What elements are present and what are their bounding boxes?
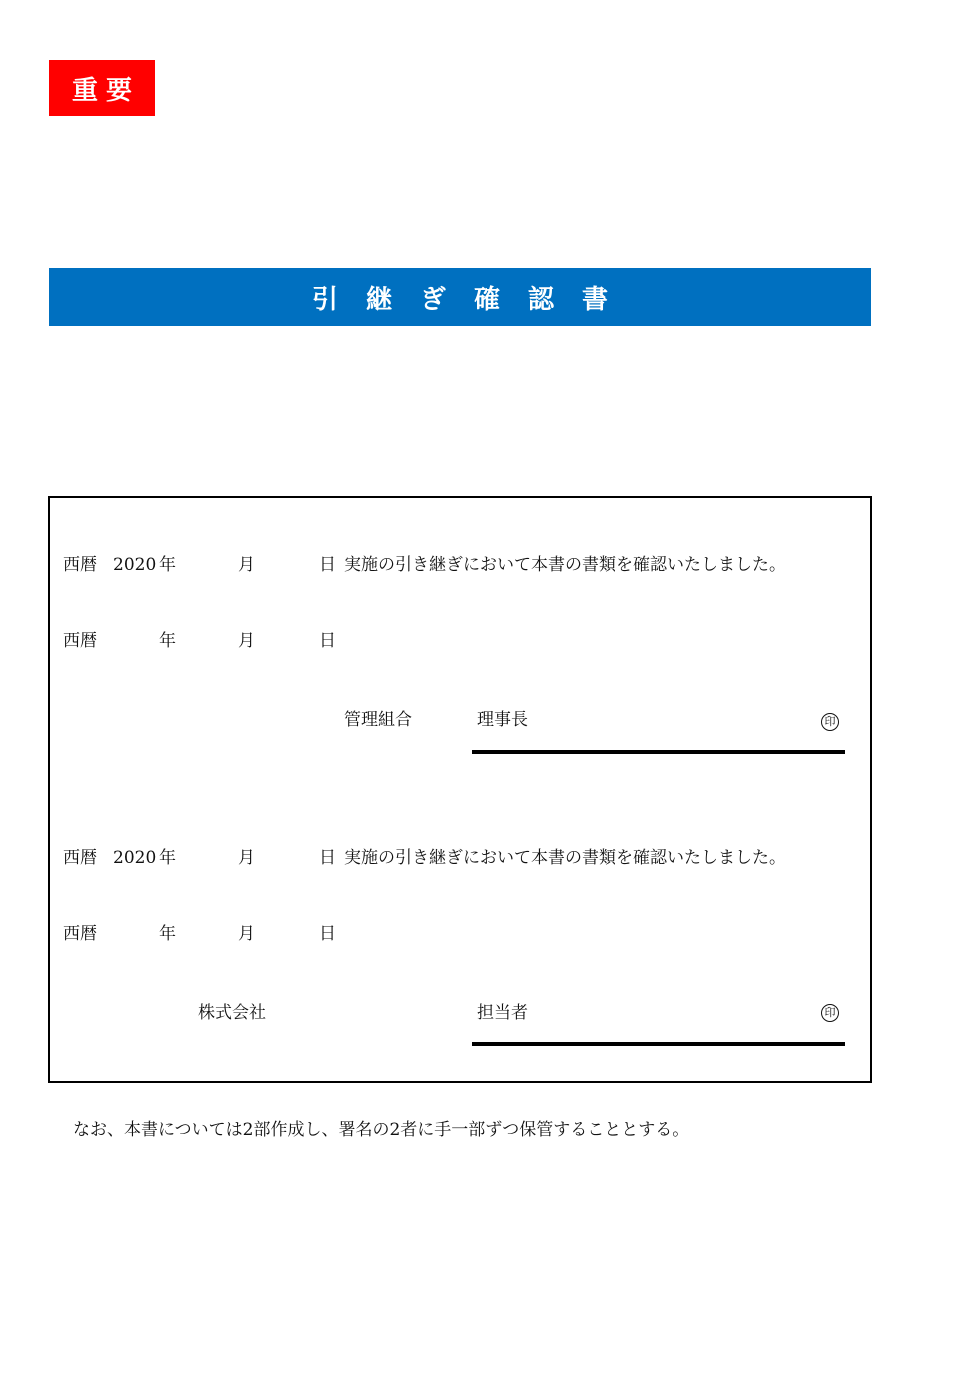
document-title-bar [49,268,871,326]
block2-seal-mark: 印 [821,1004,839,1022]
block2-row2-day-unit: 日 [319,924,336,944]
confirmation-frame [48,496,872,1083]
block1-statement: 実施の引き継ぎにおいて本書の書類を確認いたしました。 [344,555,786,575]
block2-row2-year-unit: 年 [159,924,176,944]
block2-row1-month-unit: 月 [238,848,255,868]
block1-row2-day-unit: 日 [319,631,336,651]
important-badge-label: 重要 [71,75,140,106]
document-title: 引継ぎ確認書 [311,284,636,315]
block1-row2-era: 西暦 [63,631,97,651]
block1-signature-line [472,750,845,754]
block2-statement: 実施の引き継ぎにおいて本書の書類を確認いたしました。 [344,848,786,868]
block1-seal-mark: 印 [821,713,839,731]
block2-row1-year-unit: 年 [159,848,176,868]
block2-row2-era: 西暦 [63,924,97,944]
footnote: なお、本書については2部作成し、署名の2者に手一部ずつ保管することとする。 [73,1120,690,1140]
important-badge [49,60,155,116]
block2-row1-year: 2020 [113,848,157,868]
block1-row1-era: 西暦 [63,555,97,575]
block1-row1-year: 2020 [113,555,157,575]
block2-organization: 株式会社 [198,1003,266,1023]
block1-row2-year-unit: 年 [159,631,176,651]
block1-row1-day-unit: 日 [319,555,336,575]
block1-role: 理事長 [477,710,528,730]
block1-row1-year-unit: 年 [159,555,176,575]
block2-role: 担当者 [477,1003,528,1023]
block2-row2-month-unit: 月 [238,924,255,944]
block1-row1-month-unit: 月 [238,555,255,575]
block2-signature-line [472,1042,845,1046]
block1-row2-month-unit: 月 [238,631,255,651]
block2-row1-day-unit: 日 [319,848,336,868]
block2-row1-era: 西暦 [63,848,97,868]
block1-organization: 管理組合 [344,710,412,730]
